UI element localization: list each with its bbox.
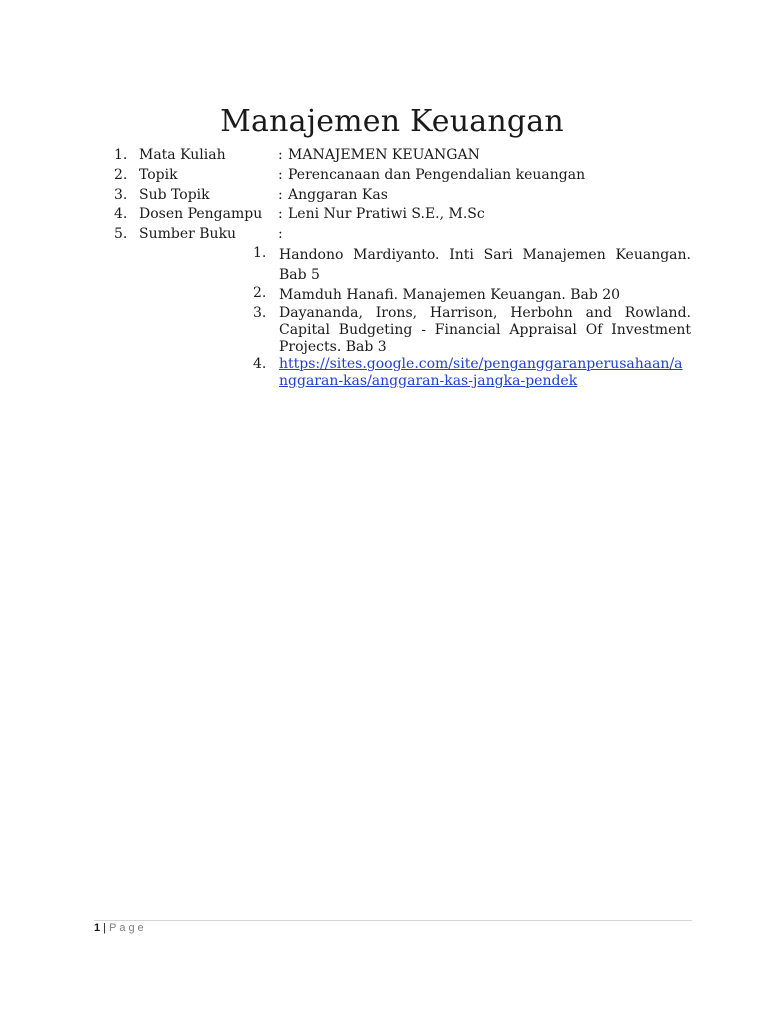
source-text: Mamduh Hanafi. Manajemen Keuangan. Bab 20 bbox=[279, 287, 621, 303]
list-number: 3. bbox=[114, 186, 128, 203]
list-number: 3. bbox=[253, 305, 267, 321]
info-row-dosen-pengampu bbox=[114, 205, 714, 225]
footer-divider bbox=[94, 920, 692, 921]
info-label: Dosen Pengampu bbox=[139, 206, 263, 223]
list-number: 5. bbox=[114, 226, 128, 243]
info-colon: : bbox=[278, 147, 283, 163]
info-value: Perencanaan dan Pengendalian keuangan bbox=[288, 166, 586, 183]
list-number: 1. bbox=[114, 147, 128, 163]
info-label: Topik bbox=[139, 166, 178, 183]
source-text: Handono Mardiyanto. Inti Sari Manajemen Keuangan. Bab 5 bbox=[279, 247, 691, 283]
course-info-list bbox=[114, 146, 714, 245]
list-number: 2. bbox=[114, 166, 128, 183]
info-colon: : bbox=[278, 186, 283, 203]
list-number: 1. bbox=[253, 245, 267, 261]
info-label: Sumber Buku bbox=[139, 226, 237, 243]
document-title: Manajemen Keuangan bbox=[220, 104, 564, 140]
page-footer bbox=[94, 922, 147, 934]
info-row-topik bbox=[114, 166, 714, 186]
info-value: Leni Nur Pratiwi S.E., M.Sc bbox=[288, 206, 485, 223]
info-label: Sub Topik bbox=[139, 186, 210, 203]
info-colon: : bbox=[278, 226, 283, 243]
source-item bbox=[253, 245, 691, 285]
source-link[interactable]: https://sites.google.com/site/penganggaranperusahaan/anggaran-kas/anggaran-kas-jangka-pendek bbox=[279, 356, 683, 389]
info-label: Mata Kuliah bbox=[139, 147, 226, 163]
info-value: Anggaran Kas bbox=[288, 186, 388, 203]
info-row-mata-kuliah bbox=[114, 146, 714, 166]
page-label: Page bbox=[108, 922, 147, 934]
info-value: MANAJEMEN KEUANGAN bbox=[288, 147, 480, 163]
source-text: Dayananda, Irons, Harrison, Herbohn and Rowland. Capital Budgeting - Financial Appraisal Of Investment Projects. Bab 3 bbox=[279, 305, 691, 355]
source-item bbox=[253, 356, 691, 390]
page-number: 1 bbox=[94, 922, 101, 934]
list-number: 4. bbox=[114, 206, 128, 223]
footer-separator: | bbox=[103, 922, 106, 934]
info-colon: : bbox=[278, 166, 283, 183]
list-number: 2. bbox=[253, 285, 267, 301]
source-item bbox=[253, 305, 691, 356]
source-item bbox=[253, 285, 691, 305]
info-colon: : bbox=[278, 206, 283, 223]
info-row-sub-topik bbox=[114, 186, 714, 206]
info-row-sumber-buku bbox=[114, 225, 714, 245]
source-book-list bbox=[253, 245, 691, 390]
list-number: 4. bbox=[253, 356, 267, 372]
